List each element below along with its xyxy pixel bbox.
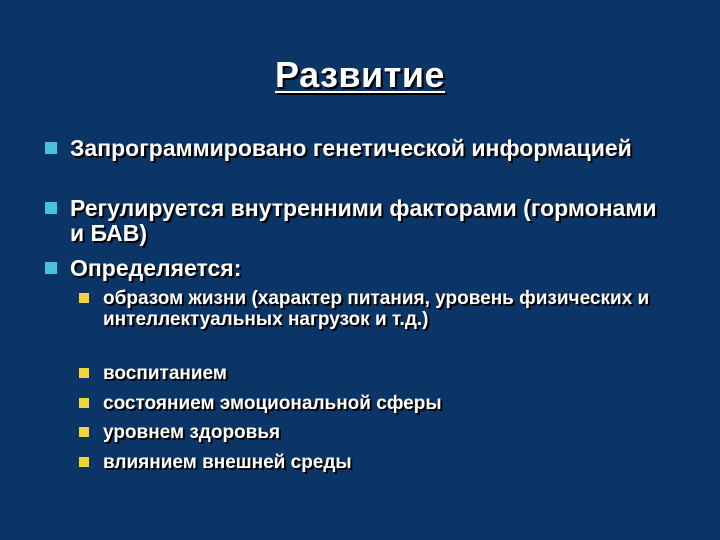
bullet-square-icon — [45, 202, 57, 214]
slide-title: Развитие — [275, 54, 445, 95]
sub-bullet-square-icon — [79, 457, 89, 467]
sub-bullet-text-lifestyle: образом жизни (характер питания, уровень физических и интеллектуальных нагрузок и т.д.) — [103, 288, 650, 330]
sub-bullet-square-icon — [79, 368, 89, 378]
bullet-square-icon — [45, 142, 57, 154]
sub-bullet-square-icon — [79, 293, 89, 303]
sub-bullet-text-health: уровнем здоровья — [103, 422, 281, 443]
sub-bullet-text-emotional: состоянием эмоциональной сферы — [103, 393, 442, 414]
sub-bullet-text-upbringing: воспитанием — [103, 363, 227, 384]
bullet-text-regulated: Регулируется внутренними факторами (гормонами и БАВ) — [70, 195, 657, 246]
sub-bullet-text-environment: влиянием внешней среды — [103, 452, 352, 473]
bullet-square-icon — [45, 262, 57, 274]
bullet-text-genetic: Запрограммировано генетической информацией — [70, 135, 632, 161]
sub-bullet-square-icon — [79, 398, 89, 408]
sub-bullet-square-icon — [79, 427, 89, 437]
bullet-text-determined: Определяется: — [70, 255, 242, 281]
